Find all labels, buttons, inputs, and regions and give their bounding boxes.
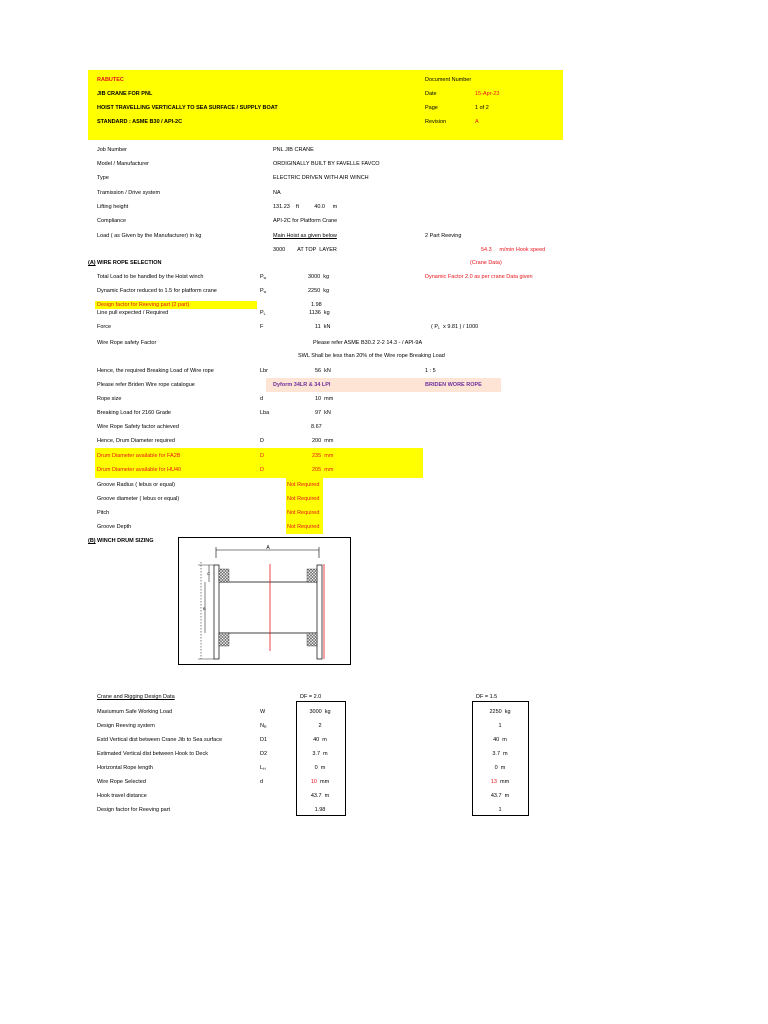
force-formula: ( $P_L$ x 9.81 ) / 1000 <box>431 324 479 330</box>
df2-label: DF = 1.5 <box>476 694 498 700</box>
rigging-row-label: Estd Vertical dist between Crane Jib to Sea surface <box>97 737 223 743</box>
row-label: Breaking Load for 2160 Grade <box>97 410 171 416</box>
row-value: 205 mm <box>312 467 334 473</box>
row-value: 2250 kg <box>308 288 330 294</box>
row-label: Wire Rope Safety factor achieved <box>97 424 179 430</box>
rope-brand: BRIDEN WORE ROPE <box>425 382 482 388</box>
rigging-row-label: Horizontal Rope length <box>97 765 153 771</box>
rigging-row-symbol: $L_H$ <box>260 765 266 771</box>
row-value: 200 mm <box>312 438 334 444</box>
load-line: 3000 AT TOP LAYER <box>273 247 337 253</box>
rigging-row-symbol: $N_R$ <box>260 723 267 729</box>
row-note: Please refer ASME B30.2 2-2 14.3 - / API-9A <box>313 340 423 346</box>
general-label: Compliance <box>97 218 127 224</box>
general-label: Type <box>97 175 109 181</box>
rigging-row-label: Wire Rope Selected <box>97 779 146 785</box>
project-description: HOIST TRAVELLING VERTICALLY TO SEA SURFACE / SUPPLY BOAT <box>97 105 278 111</box>
row-value: Not Required <box>287 496 320 502</box>
row-value: 11 kN <box>315 324 331 330</box>
row-label: Line pull expected / Required <box>97 310 169 316</box>
row-label: Pitch <box>97 510 110 516</box>
row-label: Groove diameter ( lebus or equal) <box>97 496 180 502</box>
general-value: PNL JIB CRANE <box>273 147 314 153</box>
row-label: Groove Depth <box>97 524 132 530</box>
row-label: Design factor for Reeving part (2 part) <box>97 302 190 308</box>
row-label: Drum Diameter available for HU40 <box>97 467 182 473</box>
row-value: Not Required <box>287 524 320 530</box>
general-label: Lifting height <box>97 204 129 210</box>
revision-value: A <box>475 119 479 125</box>
section-marker: (A) <box>88 260 96 266</box>
rigging-title: Crane and Rigging Design Data <box>97 694 175 700</box>
row-label: Drum Diameter available for FA2B <box>97 453 181 459</box>
company-name: RABUTEC <box>97 77 124 83</box>
row-label: Rope size <box>97 396 122 402</box>
hook-speed: 54.3 m/min Hook speed <box>481 247 546 253</box>
section-title: WIRE ROPE SELECTION <box>97 260 162 266</box>
reeving-note: 2 Part Reeving <box>425 233 462 239</box>
rigging-row-symbol: D1 <box>260 737 268 743</box>
page-label: Page <box>425 105 438 111</box>
row-symbol: Lbr <box>260 368 268 374</box>
row-label: Hence, the required Breaking Load of Wire rope <box>97 368 214 374</box>
row-symbol: D <box>260 453 264 459</box>
row-value: 97 kN <box>315 410 331 416</box>
dim-a-label: A <box>266 545 270 551</box>
general-value: Main Hoist as given below <box>273 233 337 239</box>
row-label: Please refer Briden Wire rope catalogue <box>97 382 195 388</box>
date-label: Date <box>425 91 437 97</box>
drum-diagram <box>179 538 350 664</box>
crane-data-note: (Crane Data) <box>470 260 502 266</box>
row-symbol: D <box>260 467 264 473</box>
date-value: 15-Apr-23 <box>475 91 500 97</box>
general-value: NA <box>273 190 281 196</box>
row-label: Force <box>97 324 112 330</box>
rigging-row-label: Hook travel distance <box>97 793 147 799</box>
project-title: JIB CRANE FOR PNL <box>97 91 153 97</box>
row-value: 1.98 <box>311 302 322 308</box>
drum-drawing <box>178 537 351 665</box>
general-value: API-2C for Platform Crane <box>273 218 338 224</box>
revision-label: Revision <box>425 119 447 125</box>
row-symbol: d <box>260 396 264 402</box>
section-marker: (B) <box>88 538 96 544</box>
row-value: 10 mm <box>315 396 334 402</box>
rigging-row-symbol: D2 <box>260 751 268 757</box>
row-symbol: Lba <box>260 410 270 416</box>
rigging-row-symbol: W <box>260 709 266 715</box>
general-value: ELECTRIC DRIVEN WITH AIR WINCH <box>273 175 369 181</box>
dim-c-label: C <box>207 571 210 576</box>
row-note: Dynamic Factor 2.0 as per crane Data given <box>425 274 533 280</box>
row-label: Total Load to be handled by the Hoist winch <box>97 274 204 280</box>
row-note: 1 : 5 <box>425 368 436 374</box>
general-label: Job Number <box>97 147 127 153</box>
rigging-row-label: Design Reeving system <box>97 723 155 729</box>
general-label: Model / Manufacturer <box>97 161 149 167</box>
row-value: Not Required <box>287 482 320 488</box>
general-label: Tramission / Drive system <box>97 190 161 196</box>
rigging-row-symbol: d <box>260 779 264 785</box>
general-value: 131.23 ft 40.0 m <box>273 204 338 210</box>
row-symbol: $P_w$ <box>260 274 267 280</box>
dim-b-label: B <box>203 606 206 611</box>
row-symbol: F <box>260 324 264 330</box>
df1-label: DF = 2.0 <box>300 694 322 700</box>
row-label: Dynamic Factor reduced to 1.5 for platform crane <box>97 288 217 294</box>
section-title: WINCH DRUM SIZING <box>97 538 154 544</box>
row-value: 3000 kg <box>308 274 330 280</box>
row-value: 235 mm <box>312 453 334 459</box>
rope-product: Dyform 34LR & 34 LPI <box>273 382 331 388</box>
row-symbol: $P_L$ <box>260 310 266 316</box>
standard-line: STANDARD : ASME B30 / API-2C <box>97 119 183 125</box>
page-value: 1 of 2 <box>475 105 489 111</box>
row-symbol: $P_w$ <box>260 288 267 294</box>
general-value: ORDIGINALLY BUILT BY FAVELLE FAVCO <box>273 161 380 167</box>
row-value: 56 kN <box>315 368 331 374</box>
rigging-row-label: Maxiumum Safe Working Load <box>97 709 173 715</box>
row-value: 8.67 <box>311 424 322 430</box>
row-value: Not Required <box>287 510 320 516</box>
row-label: Groove Radius ( lebus or equal) <box>97 482 175 488</box>
rigging-row-label: Estimated Vertical dist between Hook to Deck <box>97 751 208 757</box>
row-value: 1136 kg <box>309 310 330 316</box>
row-label: Hence, Drum Diameter required <box>97 438 175 444</box>
doc-number-label: Document Number <box>425 77 472 83</box>
general-label: Load ( as Given by the Manufacturer) in kg <box>97 233 202 239</box>
row-symbol: D <box>260 438 264 444</box>
rigging-row-label: Design factor for Reeving part <box>97 807 171 813</box>
row-label: Wire Rope safety Factor <box>97 340 157 346</box>
swl-note: SWL Shall be less than 20% of the Wire rope Breaking Load <box>298 353 445 359</box>
